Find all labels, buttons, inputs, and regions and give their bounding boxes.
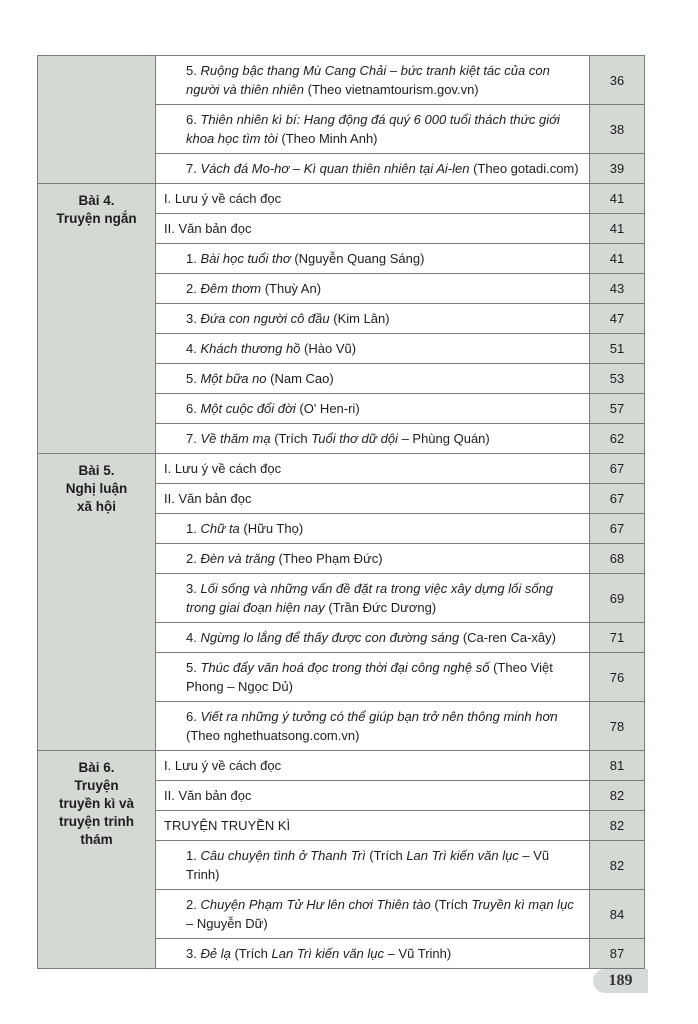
toc-entry: 3. Lối sống và những vấn đề đặt ra trong việc xây dựng lối sống trong giai đoạn hiện nay (Trần Đức Dương) (156, 574, 590, 623)
page-number-cell: 82 (590, 841, 645, 890)
toc-entry: 2. Đèn và trăng (Theo Phạm Đức) (156, 544, 590, 574)
page-number-cell: 67 (590, 484, 645, 514)
toc-entry: 2. Chuyện Phạm Tử Hư lên chơi Thiên tào (Trích Truyền kì mạn lục – Nguyễn Dữ) (156, 890, 590, 939)
page-number-cell: 41 (590, 214, 645, 244)
toc-entry: 1. Câu chuyện tình ở Thanh Trì (Trích Lan Trì kiến văn lục – Vũ Trinh) (156, 841, 590, 890)
page-number-cell: 71 (590, 623, 645, 653)
toc-entry: 4. Ngừng lo lắng để thấy được con đường sáng (Ca-ren Ca-xây) (156, 623, 590, 653)
page-number-cell: 69 (590, 574, 645, 623)
page-number-cell: 82 (590, 781, 645, 811)
toc-entry: II. Văn bản đọc (156, 214, 590, 244)
page-number-cell: 41 (590, 244, 645, 274)
page-number-cell: 82 (590, 811, 645, 841)
page-number-cell: 36 (590, 56, 645, 105)
toc-entry: 7. Về thăm mạ (Trích Tuổi thơ dữ dội – Phùng Quán) (156, 424, 590, 454)
toc-entry: 6. Viết ra những ý tưởng có thể giúp bạn trở nên thông minh hơn (Theo nghethuatsong.com.vn) (156, 702, 590, 751)
page-number-cell: 38 (590, 105, 645, 154)
toc-entry: TRUYỆN TRUYỀN KÌ (156, 811, 590, 841)
page-number-cell: 53 (590, 364, 645, 394)
toc-entry: II. Văn bản đọc (156, 781, 590, 811)
toc-entry: II. Văn bản đọc (156, 484, 590, 514)
toc-entry: 1. Chữ ta (Hữu Thọ) (156, 514, 590, 544)
page-number-cell: 43 (590, 274, 645, 304)
table-row (38, 56, 645, 105)
page-number-cell: 76 (590, 653, 645, 702)
page-number-cell: 67 (590, 454, 645, 484)
toc-entry: 6. Một cuộc đổi đời (O' Hen-ri) (156, 394, 590, 424)
toc-entry: 5. Thúc đẩy văn hoá đọc trong thời đại công nghệ số (Theo Việt Phong – Ngọc Dủ) (156, 653, 590, 702)
page-number-cell: 47 (590, 304, 645, 334)
page-number-cell: 84 (590, 890, 645, 939)
toc-entry: I. Lưu ý về cách đọc (156, 454, 590, 484)
toc-entry: 1. Bài học tuổi thơ (Nguyễn Quang Sáng) (156, 244, 590, 274)
toc-entry: 6. Thiên nhiên kì bí: Hang động đá quý 6 000 tuổi thách thức giới khoa học tìm tòi (Theo Minh Anh) (156, 105, 590, 154)
toc-entry: 7. Vách đá Mo-hơ – Kì quan thiên nhiên tại Ai-len (Theo gotadi.com) (156, 154, 590, 184)
table-row (38, 184, 645, 214)
page-number-cell: 78 (590, 702, 645, 751)
page-number-cell: 39 (590, 154, 645, 184)
toc-entry: 3. Đứa con người cô đầu (Kim Lân) (156, 304, 590, 334)
page-number: 189 (593, 969, 648, 993)
toc-entry: I. Lưu ý về cách đọc (156, 751, 590, 781)
toc-entry: 5. Ruộng bậc thang Mù Cang Chải – bức tranh kiệt tác của con người và thiên nhiên (Theo vietnamtourism.gov.vn) (156, 56, 590, 105)
toc-entry: I. Lưu ý về cách đọc (156, 184, 590, 214)
page-number-cell: 41 (590, 184, 645, 214)
page-number-cell: 81 (590, 751, 645, 781)
toc-entry: 4. Khách thương hồ (Hào Vũ) (156, 334, 590, 364)
table-row (38, 454, 645, 484)
lesson-6-label: Bài 6. Truyện truyền kì và truyện trinh thám (38, 751, 156, 969)
toc-entry: 5. Một bữa no (Nam Cao) (156, 364, 590, 394)
toc-entry: 2. Đêm thơm (Thuỳ An) (156, 274, 590, 304)
lesson-4-label: Bài 4. Truyện ngắn (38, 184, 156, 454)
page-number-cell: 87 (590, 939, 645, 969)
table-row (38, 751, 645, 781)
page-number-cell: 51 (590, 334, 645, 364)
lesson-5-label: Bài 5. Nghị luận xã hội (38, 454, 156, 751)
lesson-cell (38, 56, 156, 184)
table-of-contents (37, 55, 645, 969)
page-number-cell: 57 (590, 394, 645, 424)
toc-entry: 3. Đẻ lạ (Trích Lan Trì kiến văn lục – Vũ Trinh) (156, 939, 590, 969)
page-number-cell: 68 (590, 544, 645, 574)
page-number-cell: 67 (590, 514, 645, 544)
page-number-cell: 62 (590, 424, 645, 454)
